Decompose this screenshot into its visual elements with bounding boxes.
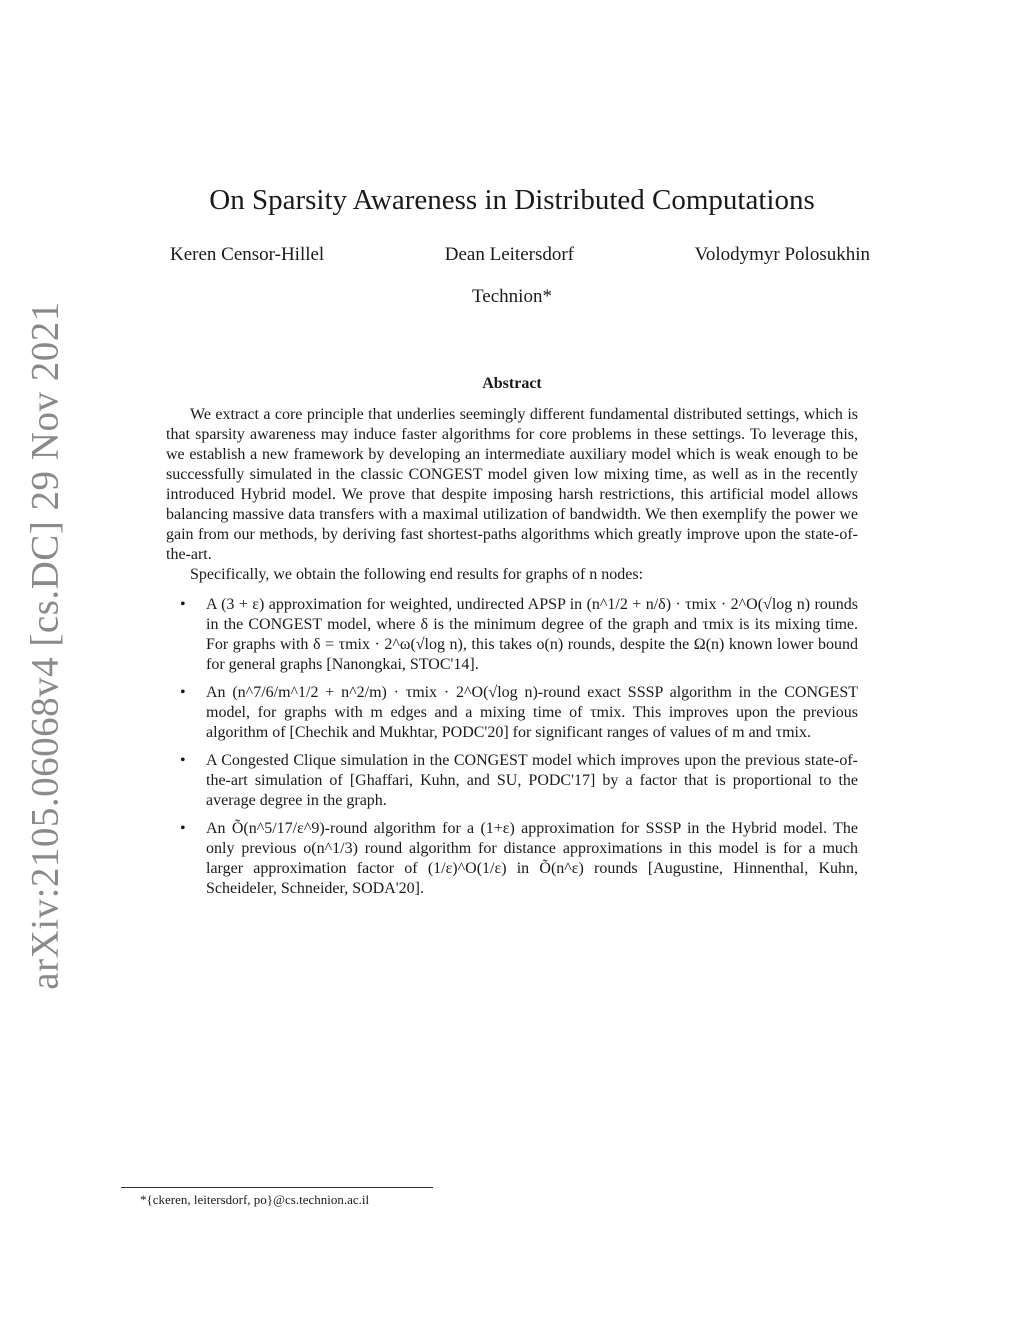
list-item: • An (n^7/6/m^1/2 + n^2/m) · τmix · 2^O(√log n)-round exact SSSP algorithm in the CONGEST model, for graphs with m edges and a mixing time of τmix. This improves upon the previous algorithm of [Chechik and Mukhtar, PODC'20] for significant ranges of values of m and τmix. [180, 684, 858, 741]
list-item: • A (3 + ε) approximation for weighted, undirected APSP in (n^1/2 + n/δ) · τmix · 2^O(√log n) rounds in the CONGEST model, where δ is the minimum degree of the graph and τmix is its mixing time. For graphs with δ = τmix · 2^ω(√log n), this takes o(n) rounds, despite the Ω(n) known lower bound for general graphs [Nanongkai, STOC'14]. [180, 596, 858, 673]
results-list [166, 595, 858, 899]
arxiv-sidebar-stamp [10, 300, 80, 990]
abstract-paragraph: We extract a core principle that underlies seemingly different fundamental distributed settings, which is that sparsity awareness may induce faster algorithms for core problems in these settings. To leverage this, we establish a new framework by developing an intermediate auxiliary model which is weak enough to be successfully simulated in the classic CONGEST model given low mixing time, as well as in the recently introduced Hybrid model. We prove that despite imposing harsh restrictions, this artificial model allows balancing massive data transfers with a maximal utilization of bandwidth. We then exemplify the power we gain from our methods, by deriving fast shortest-paths algorithms which greatly improve upon the state-of-the-art. [166, 406, 858, 563]
abstract-body [166, 405, 858, 907]
bullet-icon: • [180, 820, 186, 837]
footnote: *{ckeren, leitersdorf, po}@cs.technion.ac.il [140, 1192, 370, 1207]
abstract-paragraph: Specifically, we obtain the following end results for graphs of n nodes: [190, 566, 644, 583]
footnote-rule [121, 1187, 433, 1188]
bullet-icon: • [180, 596, 186, 613]
author-name: Dean Leitersdorf [444, 244, 575, 265]
list-item: • A Congested Clique simulation in the CONGEST model which improves upon the previous state-of-the-art simulation of [Ghaffari, Kuhn, and SU, PODC'17] by a factor that is proportional to the average degree in the graph. [180, 752, 858, 809]
author-name: Volodymyr Polosukhin [694, 244, 870, 265]
paper-title: On Sparsity Awareness in Distributed Computations [209, 184, 815, 216]
arxiv-identifier: arXiv:2105.06068v4 [cs.DC] 29 Nov 2021 [23, 300, 67, 990]
affiliation: Technion* [472, 286, 552, 307]
bullet-icon: • [180, 684, 186, 701]
author-list [170, 244, 870, 266]
author-name: Keren Censor-Hillel [170, 244, 325, 265]
list-item: • An Õ(n^5/17/ε^9)-round algorithm for a (1+ε) approximation for SSSP in the Hybrid model. The only previous o(n^1/3) round algorithm for distance approximations in this model is for a much larger approximation factor of (1/ε)^O(1/ε) in Õ(n^ε) rounds [Augustine, Hinnenthal, Kuhn, Scheideler, Schneider, SODA'20]. [180, 820, 858, 897]
abstract-heading: Abstract [482, 375, 542, 392]
bullet-icon: • [180, 752, 186, 769]
